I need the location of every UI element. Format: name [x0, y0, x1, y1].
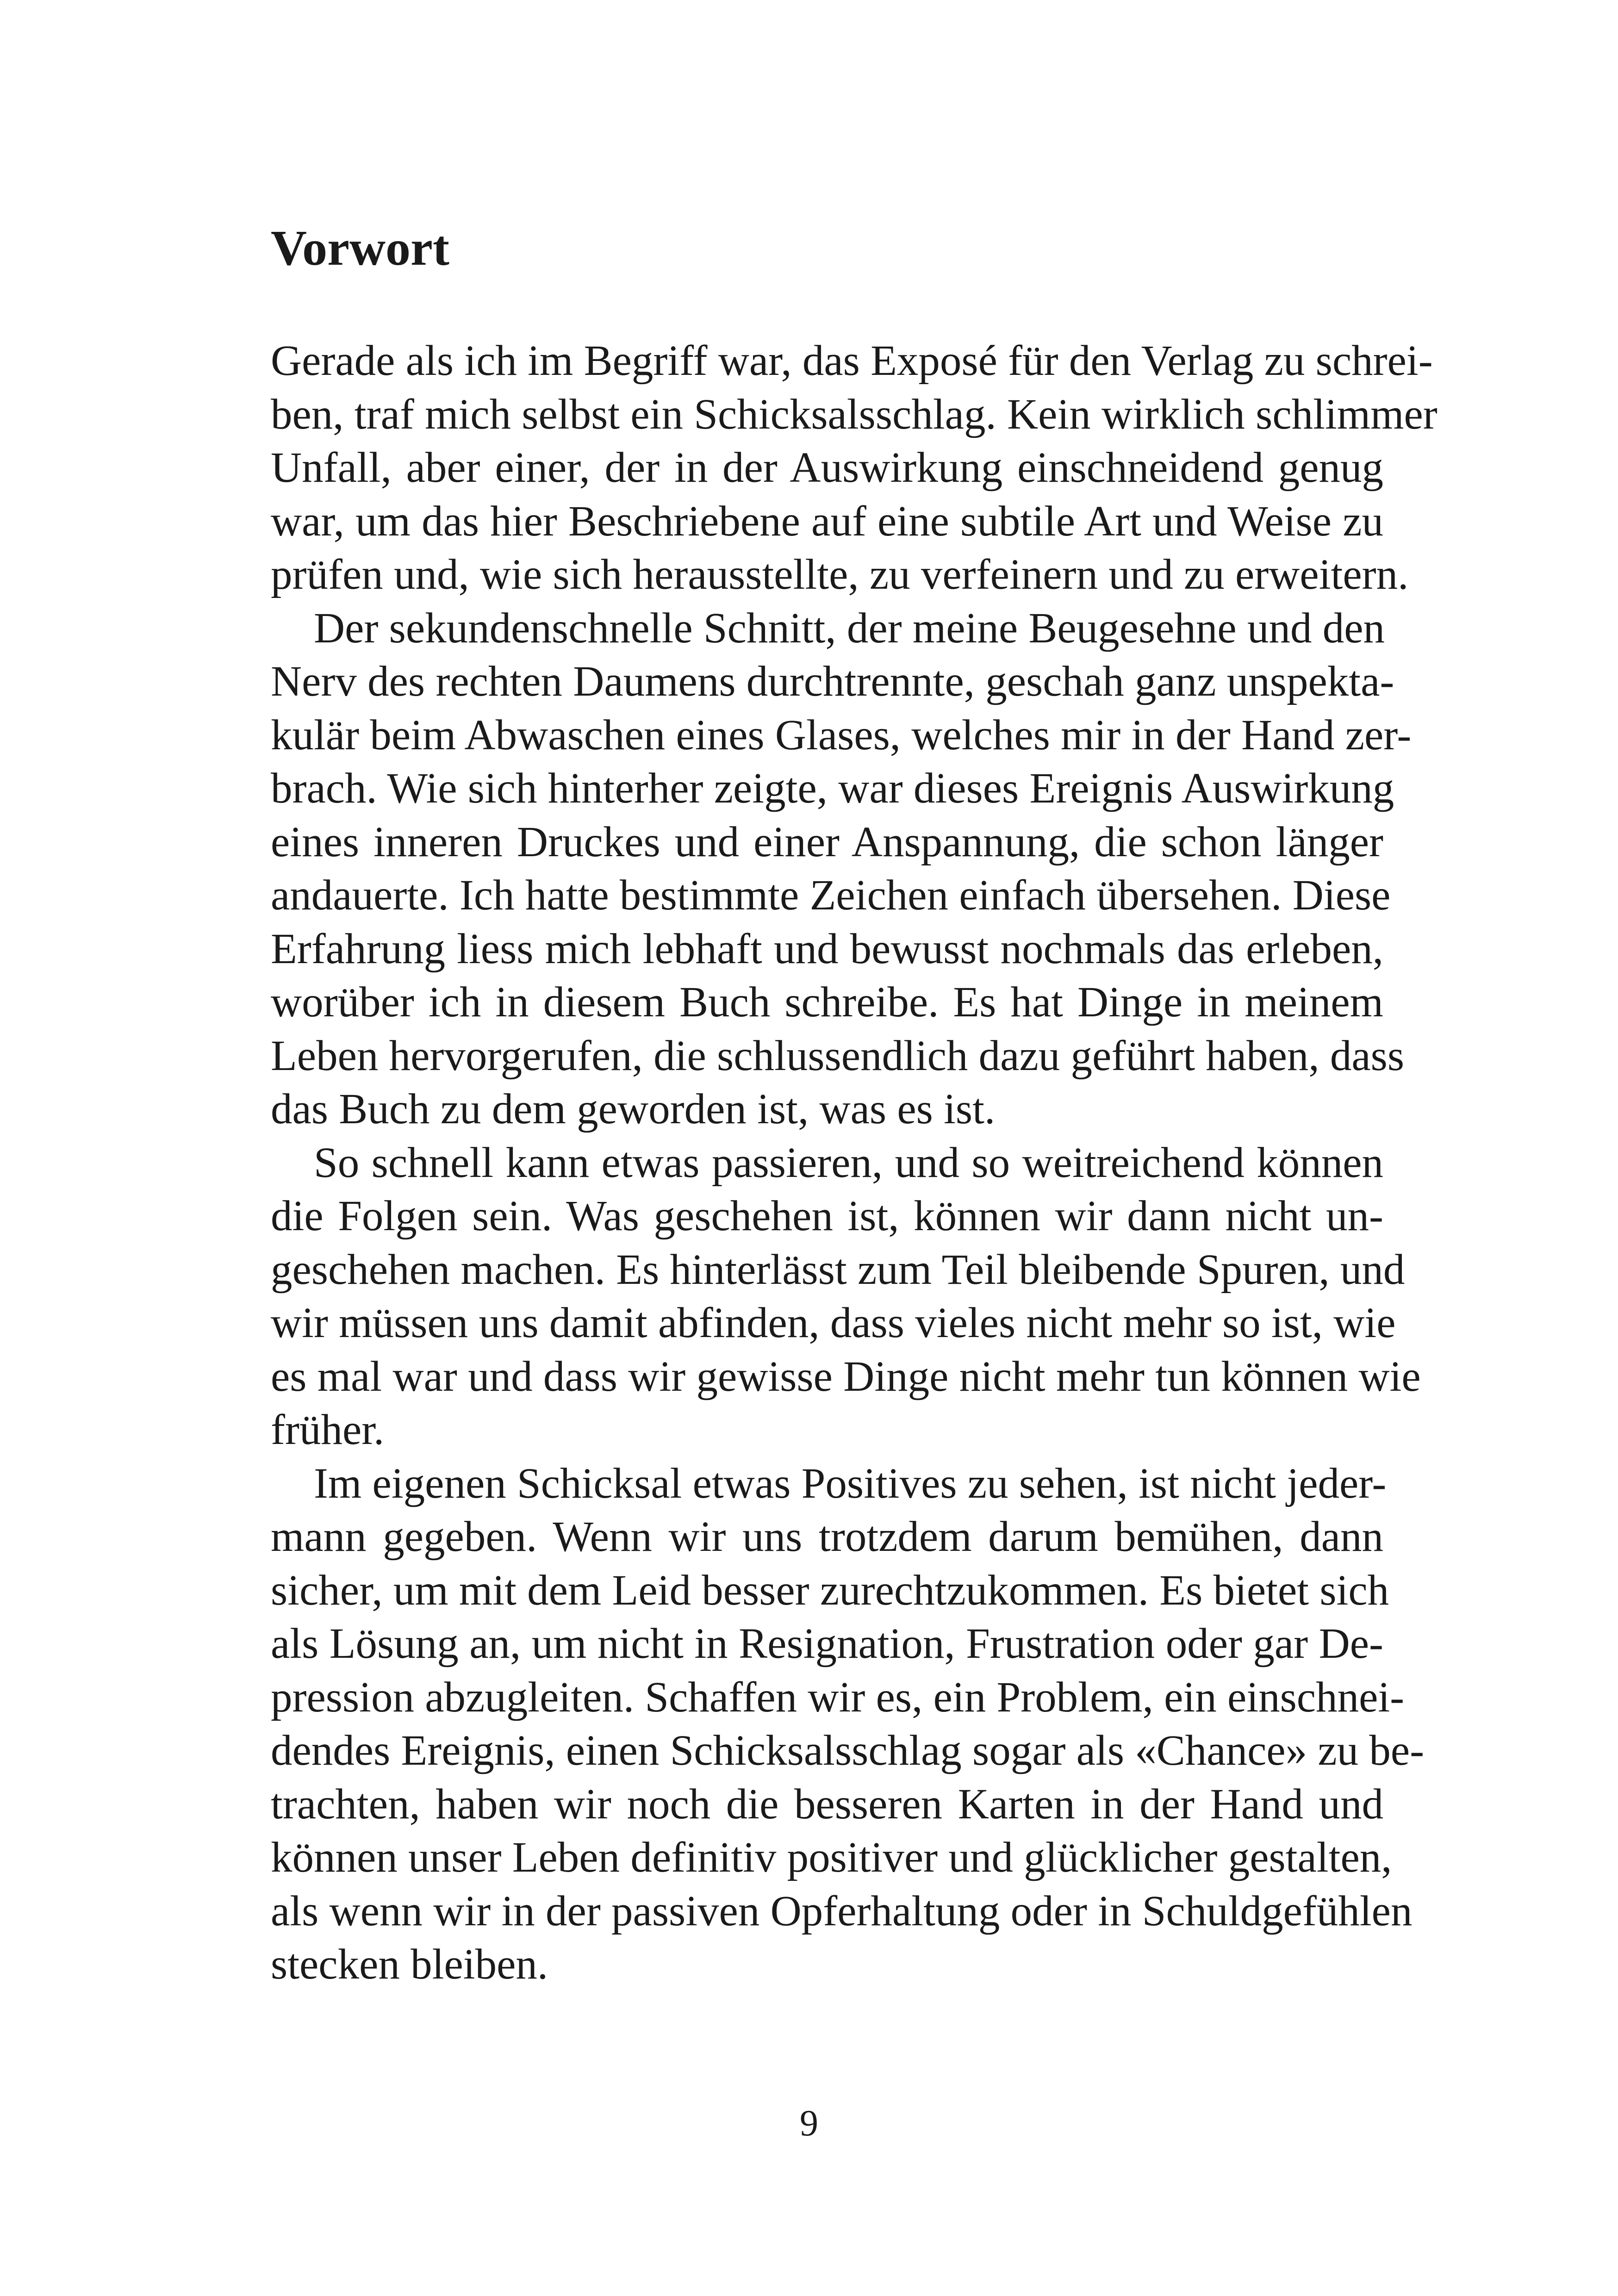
text-line: eines inneren Druckes und einer Anspannung, die schon länger — [271, 818, 1383, 866]
page-number: 9 — [800, 2103, 818, 2144]
text-line: andauerte. Ich hatte bestimmte Zeichen einfach übersehen. Diese — [271, 871, 1391, 919]
chapter-heading: Vorwort — [271, 221, 449, 276]
text-line: früher. — [271, 1406, 385, 1454]
text-line: brach. Wie sich hinterher zeigte, war dieses Ereignis Auswirkung — [271, 765, 1394, 812]
text-line: dendes Ereignis, einen Schicksalsschlag sogar als «Chance» zu be- — [271, 1727, 1425, 1774]
text-line: trachten, haben wir noch die besseren Karten in der Hand und — [271, 1780, 1383, 1828]
text-line: Der sekundenschnelle Schnitt, der meine Beugesehne und den — [314, 604, 1385, 652]
text-line: können unser Leben definitiv positiver und glücklicher gestalten, — [271, 1834, 1392, 1881]
text-line: kulär beim Abwaschen eines Glases, welches mir in der Hand zer- — [271, 711, 1412, 759]
text-line: es mal war und dass wir gewisse Dinge nicht mehr tun können wie — [271, 1352, 1421, 1400]
text-line: Erfahrung liess mich lebhaft und bewusst nochmals das erleben, — [271, 925, 1383, 973]
text-line: das Buch zu dem geworden ist, was es ist. — [271, 1085, 996, 1133]
text-line: stecken bleiben. — [271, 1941, 548, 1988]
body-text — [271, 334, 1438, 1991]
text-line: Nerv des rechten Daumens durchtrennte, geschah ganz unspekta- — [271, 658, 1394, 705]
text-line: wir müssen uns damit abfinden, dass vieles nicht mehr so ist, wie — [271, 1299, 1396, 1347]
text-line: Gerade als ich im Begriff war, das Exposé für den Verlag zu schrei- — [271, 337, 1433, 385]
text-line: ben, traf mich selbst ein Schicksalsschlag. Kein wirklich schlimmer — [271, 390, 1438, 438]
text-line: Leben hervorgerufen, die schlussendlich dazu geführt haben, dass — [271, 1032, 1405, 1080]
text-line: sicher, um mit dem Leid besser zurechtzukommen. Es bietet sich — [271, 1566, 1389, 1614]
text-line: als Lösung an, um nicht in Resignation, Frustration oder gar De- — [271, 1620, 1383, 1668]
text-line: mann gegeben. Wenn wir uns trotzdem darum bemühen, dann — [271, 1513, 1383, 1561]
text-line: pression abzugleiten. Schaffen wir es, ein Problem, ein einschnei- — [271, 1673, 1405, 1721]
text-line: geschehen machen. Es hinterlässt zum Teil bleibende Spuren, und — [271, 1245, 1405, 1294]
text-line: Unfall, aber einer, der in der Auswirkung einschneidend genug — [271, 444, 1383, 492]
text-line: Im eigenen Schicksal etwas Positives zu sehen, ist nicht jeder- — [314, 1459, 1387, 1507]
text-line: als wenn wir in der passiven Opferhaltung oder in Schuldgefühlen — [271, 1887, 1413, 1935]
text-line: So schnell kann etwas passieren, und so weitreichend können — [314, 1139, 1383, 1187]
text-line: die Folgen sein. Was geschehen ist, können wir dann nicht un- — [271, 1192, 1383, 1240]
text-line: worüber ich in diesem Buch schreibe. Es hat Dinge in meinem — [271, 978, 1383, 1026]
text-line: prüfen und, wie sich herausstellte, zu verfeinern und zu erweitern. — [271, 551, 1409, 598]
text-line: war, um das hier Beschriebene auf eine subtile Art und Weise zu — [271, 497, 1383, 545]
